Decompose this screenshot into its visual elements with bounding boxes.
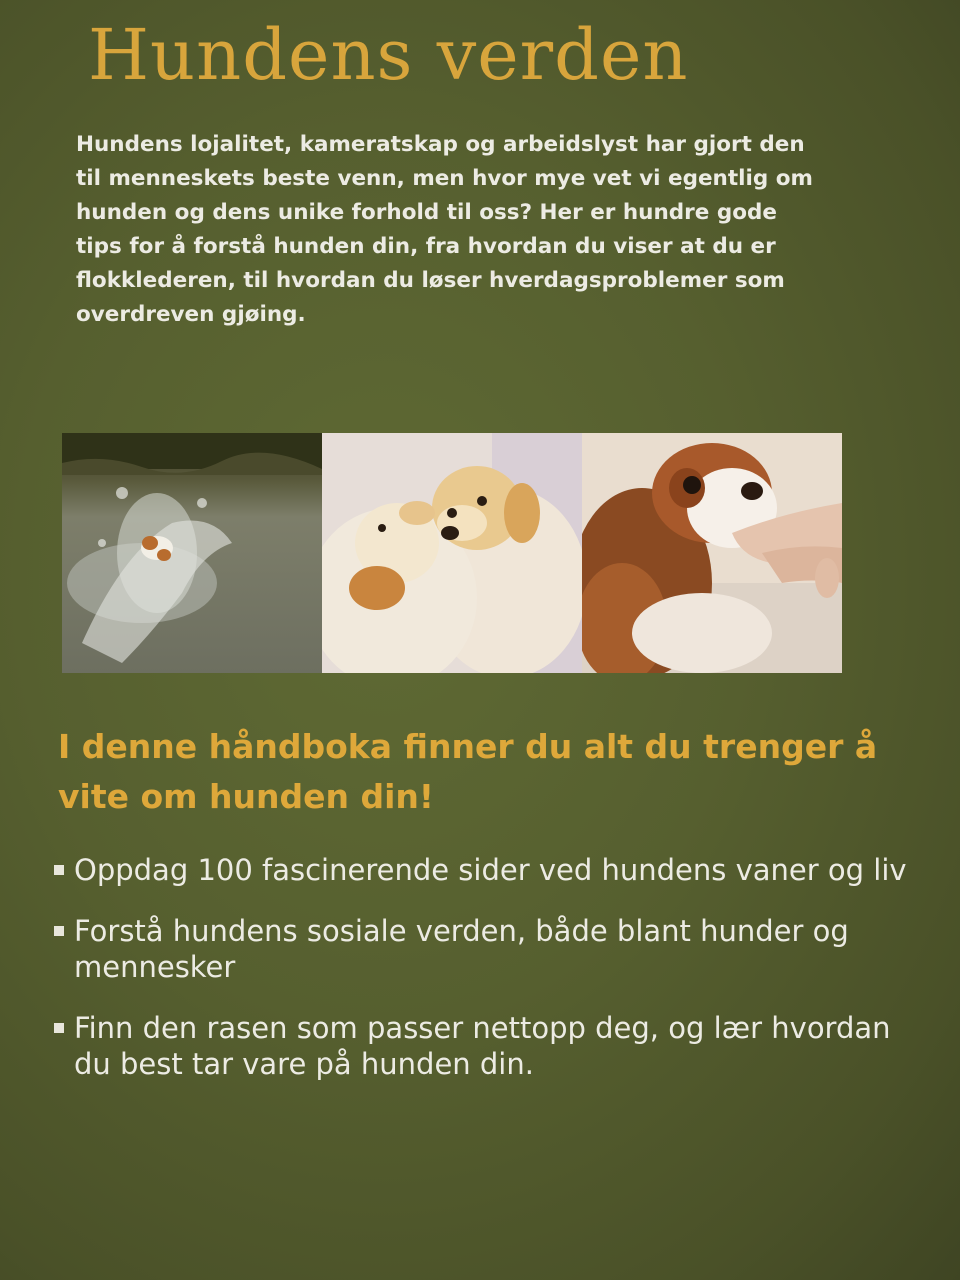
bullet-text: Finn den rasen som passer nettopp deg, og lær hvordan du best tar vare på hunden din. — [74, 1011, 891, 1081]
feature-bullet-list — [50, 852, 910, 1107]
photo-dog-splashing-water — [62, 433, 322, 673]
photo-golden-retriever-puppies — [322, 433, 582, 673]
photo-strip — [62, 433, 842, 673]
square-bullet-icon — [54, 1023, 64, 1033]
intro-paragraph: Hundens lojalitet, kameratskap og arbeidslyst har gjort den til menneskets beste venn, men hvor mye vet vi egentlig om hunden og dens unike forhold til oss? Her er hundre gode tips for å forstå hunden din, fra hvordan du viser at du er flokklederen, til hvordan du løser hverdagsproblemer som overdreven gjøing. — [76, 132, 813, 327]
bullet-text: Oppdag 100 fascinerende sider ved hundens vaner og liv — [74, 853, 907, 887]
bullet-item — [50, 913, 910, 985]
book-title: Hundens verden — [88, 14, 689, 96]
bullet-text: Forstå hundens sosiale verden, både blant hunder og mennesker — [74, 914, 849, 984]
photo-cavalier-spaniel-hand — [582, 433, 842, 673]
headline: I denne håndboka finner du alt du trenger å vite om hunden din! — [58, 727, 878, 816]
square-bullet-icon — [54, 865, 64, 875]
bullet-item — [50, 852, 910, 888]
square-bullet-icon — [54, 926, 64, 936]
bullet-item — [50, 1010, 910, 1082]
